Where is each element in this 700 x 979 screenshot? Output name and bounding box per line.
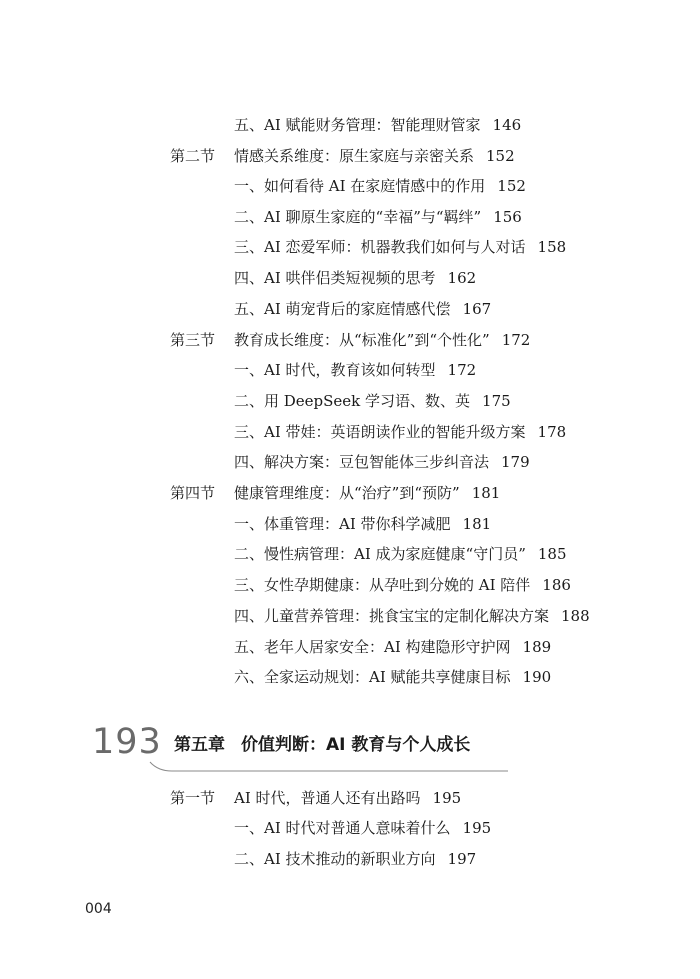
toc-entry [234,544,567,564]
toc-entry [234,207,522,227]
toc-entry [234,637,551,657]
section-number: 第一节 [170,789,216,807]
entry-title: 三、女性孕期健康：从孕吐到分娩的 AI 陪伴 [234,576,531,594]
entry-title: 一、AI 时代，教育该如何转型 [234,361,436,379]
chapter-number: 第五章 [174,735,225,755]
entry-title: 二、AI 技术推动的新职业方向 [234,850,436,868]
entry-title: 一、如何看待 AI 在家庭情感中的作用 [234,177,486,195]
toc-entry [234,422,566,442]
toc-entry [234,575,571,595]
toc-entry [234,268,476,288]
entry-title: 二、AI 聊原生家庭的“幸福”与“羁绊” [234,208,482,226]
entry-title: 三、AI 恋爱军师：机器教我们如何与人对话 [234,238,526,256]
section-page: 172 [501,331,531,349]
toc-entry [234,360,476,380]
entry-title: 五、AI 萌宠背后的家庭情感代偿 [234,300,451,318]
toc-entry [234,667,551,687]
section-number: 第三节 [170,331,216,349]
entry-title: 二、用 DeepSeek 学习语、数、英 [234,392,471,410]
toc-entry [234,237,566,257]
entry-title: 五、AI 赋能财务管理：智能理财管家 [234,116,481,134]
toc-entry [234,115,521,135]
entry-title: 一、体重管理：AI 带你科学减肥 [234,515,451,533]
toc-entry [234,176,526,196]
toc-section [170,483,500,503]
entry-page: 181 [462,515,492,533]
toc-section [170,788,461,808]
entry-title: 一、AI 时代对普通人意味着什么 [234,819,451,837]
toc-entry [234,606,590,626]
entry-page: 158 [537,238,567,256]
toc-entry [234,514,491,534]
entry-page: 186 [542,576,571,594]
entry-page: 146 [492,116,522,134]
entry-page: 178 [537,423,567,441]
entry-page: 197 [447,850,477,868]
toc-entry [234,849,476,869]
toc-section [170,146,515,166]
section-title: 情感关系维度：原生家庭与亲密关系 [234,147,475,165]
entry-title: 四、AI 哄伴侣类短视频的思考 [234,269,436,287]
page-number: 004 [85,901,112,917]
toc-entry [234,299,491,319]
toc-entry [234,818,491,838]
entry-title: 六、全家运动规划：AI 赋能共享健康目标 [234,668,511,686]
chapter-heading [174,734,470,756]
entry-title: 二、慢性病管理：AI 成为家庭健康“守门员” [234,545,526,563]
section-title: 健康管理维度：从“治疗”到“预防” [234,484,460,502]
entry-page: 185 [537,545,567,563]
section-number: 第二节 [170,147,216,165]
toc-entry [234,452,530,472]
section-title: AI 时代，普通人还有出路吗 [234,789,421,807]
entry-page: 152 [497,177,526,195]
section-number: 第四节 [170,484,216,502]
entry-page: 188 [561,607,590,625]
entry-title: 四、解决方案：豆包智能体三步纠音法 [234,453,490,471]
entry-title: 三、AI 带娃：英语朗读作业的智能升级方案 [234,423,526,441]
toc-section [170,330,530,350]
section-title: 教育成长维度：从“标准化”到“个性化” [234,331,490,349]
entry-title: 四、儿童营养管理：挑食宝宝的定制化解决方案 [234,607,550,625]
chapter-divider [148,760,508,774]
entry-page: 175 [482,392,511,410]
section-page: 152 [486,147,515,165]
entry-page: 162 [447,269,477,287]
chapter-title: 价值判断：AI 教育与个人成长 [241,735,471,755]
section-page: 181 [471,484,501,502]
toc-entry [234,391,511,411]
chapter-page-number: 193 [92,722,162,762]
section-page: 195 [432,789,462,807]
entry-page: 195 [462,819,492,837]
entry-page: 167 [462,300,492,318]
entry-page: 156 [493,208,522,226]
entry-page: 189 [522,638,552,656]
entry-title: 五、老年人居家安全：AI 构建隐形守护网 [234,638,511,656]
entry-page: 190 [522,668,552,686]
entry-page: 172 [447,361,477,379]
entry-page: 179 [501,453,530,471]
